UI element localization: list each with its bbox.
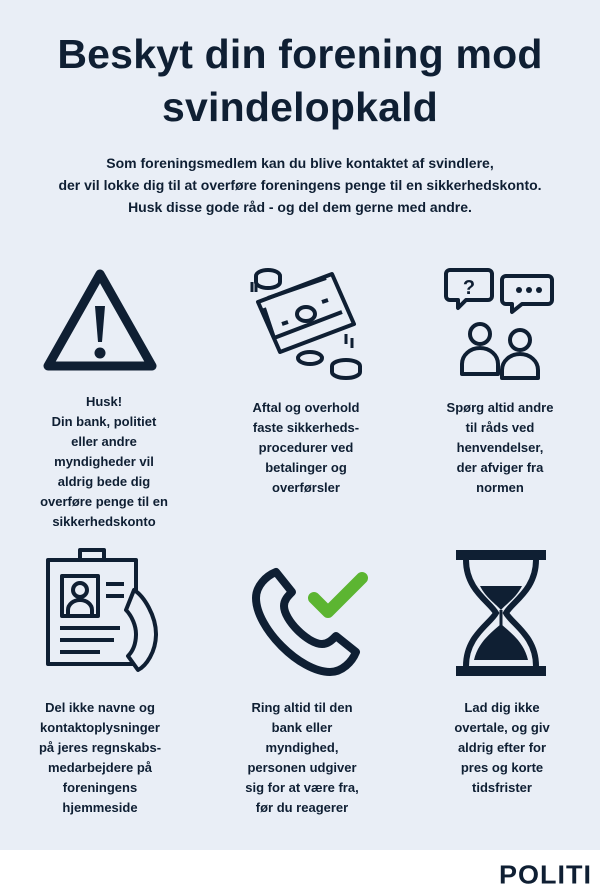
tip-line: Aftal og overhold bbox=[252, 400, 360, 415]
tip-line: henvendelser, bbox=[456, 440, 544, 455]
tip-line: aldrig efter for bbox=[457, 740, 547, 755]
tip-text bbox=[20, 698, 180, 818]
people-speech-icon bbox=[444, 262, 556, 380]
tip-line: på jeres regnskabs- bbox=[38, 740, 162, 755]
tip-line: procedurer ved bbox=[258, 440, 354, 455]
tip-text bbox=[226, 398, 386, 498]
clipboard-phone-icon bbox=[40, 546, 166, 678]
tip-line: personen udgiver bbox=[247, 760, 357, 775]
tip-text bbox=[422, 698, 582, 798]
tip-line: tidsfrister bbox=[472, 780, 532, 795]
tip-line: Spørg altid andre bbox=[446, 400, 554, 415]
tip-text bbox=[222, 698, 382, 818]
tip-line: myndigheder vil bbox=[54, 454, 154, 469]
tip-line: sikkerhedskonto bbox=[52, 514, 156, 529]
tip-line: Lad dig ikke bbox=[464, 700, 540, 715]
title-line-2: svindelopkald bbox=[161, 84, 438, 130]
money-coins-icon bbox=[244, 262, 364, 382]
warning-triangle-icon bbox=[40, 266, 160, 376]
tip-line: Del ikke navne og bbox=[45, 700, 155, 715]
page-title bbox=[0, 28, 600, 134]
intro-line: der vil lokke dig til at overføre foreningens penge til en sikkerhedskonto. bbox=[58, 177, 542, 193]
tip-line: medarbejdere på bbox=[47, 760, 153, 775]
tip-line: overførsler bbox=[272, 480, 340, 495]
tip-line: myndighed, bbox=[265, 740, 339, 755]
intro-line: Husk disse gode råd - og del dem gerne med andre. bbox=[128, 199, 472, 215]
hourglass-icon bbox=[450, 548, 552, 678]
tip-line: sig for at være fra, bbox=[245, 780, 359, 795]
intro-line: Som foreningsmedlem kan du blive kontaktet af svindlere, bbox=[106, 155, 494, 171]
title-line-1: Beskyt din forening mod bbox=[57, 31, 543, 77]
intro-text bbox=[20, 152, 580, 218]
tip-line: der afviger fra bbox=[456, 460, 544, 475]
tip-text bbox=[420, 398, 580, 498]
tip-line: pres og korte bbox=[460, 760, 544, 775]
tip-line: bank eller bbox=[271, 720, 333, 735]
tip-line: Ring altid til den bbox=[251, 700, 353, 715]
tip-line: Din bank, politiet bbox=[51, 414, 157, 429]
tip-line: Husk! bbox=[85, 394, 123, 409]
tip-line: normen bbox=[476, 480, 524, 495]
tip-line: aldrig bede dig bbox=[57, 474, 151, 489]
tip-line: faste sikkerheds- bbox=[252, 420, 360, 435]
tip-line: eller andre bbox=[71, 434, 137, 449]
tip-line: overføre penge til en bbox=[40, 494, 168, 509]
tip-text bbox=[24, 392, 184, 532]
svg-text:?: ? bbox=[462, 277, 476, 299]
tip-line: hjemmeside bbox=[62, 800, 138, 815]
phone-check-icon bbox=[250, 566, 378, 678]
politi-logo: POLITI bbox=[499, 860, 592, 890]
tip-line: før du reagerer bbox=[255, 800, 349, 815]
tip-line: foreningens bbox=[62, 780, 138, 795]
tip-line: kontaktoplysninger bbox=[40, 720, 160, 735]
tip-line: til råds ved bbox=[465, 420, 535, 435]
tip-line: overtale, og giv bbox=[454, 720, 550, 735]
tip-line: betalinger og bbox=[265, 460, 347, 475]
